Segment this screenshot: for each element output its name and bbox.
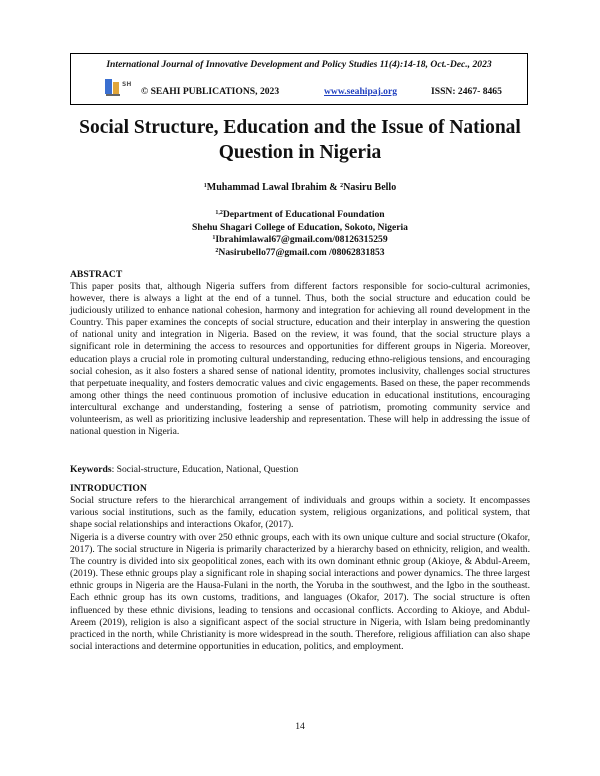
contact2-superscript: 2 [215, 248, 219, 255]
issn: ISSN: 2467- 8465 [431, 86, 502, 97]
keywords [70, 464, 530, 476]
seahi-logo-icon [101, 76, 141, 98]
contact2: Nasirubello77@gmail.com /08062831853 [218, 247, 385, 259]
dept-superscript: 1,2 [215, 210, 223, 216]
college: Shehu Shagari College of Education, Sokoto, Nigeria [192, 221, 408, 233]
author1-superscript: 1 [203, 183, 207, 189]
intro-paragraph-2: Nigeria is a diverse country with over 250 ethnic groups, each with its own unique culture and social structure (Okafor, 2017). The social structure in Nigeria is primarily characterized by a hierarchy based on ethnicity, religion, and wealth. The country is divided into six geopolitical zones, each with its own dominant ethnic group (Akioye, & Abdul-Areem, (2019). These ethnic groups play a significant role in shaping social interactions and power dynamics. The three largest ethnic groups in Nigeria are the Hausa-Fulani in the north, the Yoruba in the southwest, and the Igbo in the southeast. Each ethnic group has its own customs, traditions, and languages (Okafor, 2017). The social structure is often influenced by these ethnic divisions, leading to tensions and occasional conflicts. According to Akioye, and Abdul-Areem (2019), religion is also a significant aspect of the social structure in Nigeria, with Islam being predominantly practiced in the north, while Christianity is more widespread in the south. Therefore, religious affiliation can also shape social interactions and determine opportunities in education, politics, and employment. [70, 532, 530, 652]
contact1-superscript: 1 [212, 235, 216, 242]
keywords-list: : Social-structure, Education, National, Question [111, 464, 299, 475]
keywords-label: Keywords [70, 464, 112, 475]
introduction-heading: INTRODUCTION [70, 483, 147, 494]
title-line-1: Social Structure, Education and the Issue of National [79, 117, 521, 138]
author2-name: Nasiru Bello [343, 182, 397, 193]
abstract-heading: ABSTRACT [70, 269, 123, 280]
website-link[interactable]: www.seahipaj.org [324, 86, 398, 97]
svg-text:SH: SH [122, 81, 132, 88]
publication-row [101, 76, 521, 100]
contact1: Ibrahimlawal67@gmail.com/08126315259 [215, 234, 388, 246]
authors [0, 182, 600, 193]
page-number: 14 [295, 721, 305, 732]
author2-superscript: 2 [340, 183, 344, 189]
department: Department of Educational Foundation [222, 209, 385, 220]
affiliations [0, 209, 600, 260]
paper-title [40, 115, 560, 165]
intro-paragraph-1: Social structure refers to the hierarchical arrangement of individuals and groups within a society. It encompasses various social institutions, such as the family, education system, religious organizations, and political system, that shape social relationships and interactions Okafor, (2017). [70, 495, 530, 531]
journal-header [70, 53, 528, 105]
title-line-2: Question in Nigeria [218, 142, 382, 163]
author1-name: Muhammad Lawal Ibrahim & [206, 182, 341, 193]
abstract-text: This paper posits that, although Nigeria suffers from different factors responsible for socio-cultural acrimonies, however, there is always a light at the end of a tunnel. Thus, both the social structure and education could be judiciously utilized to enhance national cohesion, harmony and integration for achieving all round development in the Country. This paper examines the concepts of social structure, education and their interplay in answering the question of national unity and integration in Nigeria. Based on the review, it was found, that the social structure plays a significant role in determining the access to resources and opportunities for different groups in Nigeria. Moreover, education plays a crucial role in promoting cultural understanding, reducing ethno-religious tensions, and encouraging social cohesion, as it also fosters a shared sense of national identity, promotes inclusivity, challenges social structures that perpetuate inequality, and fosters democratic values and civic engagements. Based on these, the paper recommends among other things the need continuous promotion of inclusive education in educational institutions, encouraging intercultural exchange and understanding, fostering a sense of patriotism, promoting community service and volunteerism, as well as prioritizing inclusive leadership and representation. These will help in addressing the issue of national question in Nigeria. [70, 281, 530, 438]
journal-citation: International Journal of Innovative Development and Policy Studies 11(4):14-18, Oct.-Dec., 2023 [106, 59, 492, 70]
publisher-name: © SEAHI PUBLICATIONS, 2023 [141, 86, 280, 97]
